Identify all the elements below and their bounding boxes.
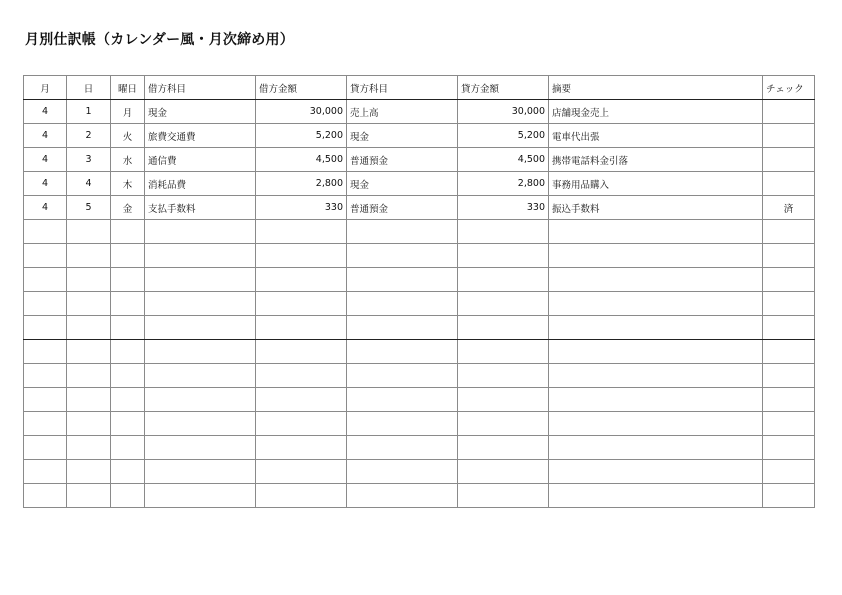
cell-debit-amount[interactable] <box>256 340 347 364</box>
cell-credit-account[interactable] <box>347 340 458 364</box>
cell-credit-amount[interactable] <box>458 340 549 364</box>
cell-day[interactable] <box>67 388 111 412</box>
cell-credit-amount[interactable]: 4,500 <box>458 148 549 172</box>
cell-debit-amount[interactable]: 330 <box>256 196 347 220</box>
cell-debit-account[interactable] <box>145 436 256 460</box>
cell-memo[interactable] <box>549 436 763 460</box>
cell-day[interactable]: 1 <box>67 100 111 124</box>
cell-memo[interactable] <box>549 292 763 316</box>
cell-credit-account[interactable]: 普通預金 <box>347 148 458 172</box>
header-row <box>24 76 815 100</box>
cell-memo[interactable]: 事務用品購入 <box>549 172 763 196</box>
cell-month[interactable]: 4 <box>24 124 67 148</box>
cell-check[interactable] <box>763 268 815 292</box>
cell-memo[interactable] <box>549 484 763 508</box>
cell-check[interactable] <box>763 100 815 124</box>
cell-credit-amount[interactable] <box>458 220 549 244</box>
table-row-empty <box>24 244 815 268</box>
cell-month[interactable] <box>24 244 67 268</box>
cell-check[interactable] <box>763 220 815 244</box>
cell-debit-account[interactable] <box>145 340 256 364</box>
cell-credit-amount[interactable] <box>458 364 549 388</box>
cell-credit-account[interactable] <box>347 388 458 412</box>
cell-debit-amount[interactable]: 30,000 <box>256 100 347 124</box>
cell-weekday[interactable]: 金 <box>111 196 145 220</box>
cell-day[interactable] <box>67 244 111 268</box>
cell-debit-amount[interactable] <box>256 388 347 412</box>
table-row <box>24 124 815 148</box>
header-weekday: 曜日 <box>111 76 145 100</box>
cell-month[interactable] <box>24 388 67 412</box>
cell-check[interactable] <box>763 340 815 364</box>
cell-check[interactable] <box>763 316 815 340</box>
cell-credit-account[interactable]: 現金 <box>347 172 458 196</box>
table-row <box>24 148 815 172</box>
cell-debit-account[interactable] <box>145 460 256 484</box>
cell-weekday[interactable] <box>111 268 145 292</box>
cell-month[interactable] <box>24 268 67 292</box>
cell-memo[interactable] <box>549 364 763 388</box>
cell-check[interactable] <box>763 436 815 460</box>
cell-credit-amount[interactable] <box>458 268 549 292</box>
table-row-empty <box>24 436 815 460</box>
cell-weekday[interactable] <box>111 436 145 460</box>
cell-check[interactable] <box>763 292 815 316</box>
cell-credit-account[interactable] <box>347 412 458 436</box>
cell-weekday[interactable] <box>111 220 145 244</box>
cell-debit-account[interactable]: 旅費交通費 <box>145 124 256 148</box>
cell-debit-amount[interactable]: 5,200 <box>256 124 347 148</box>
cell-credit-account[interactable] <box>347 316 458 340</box>
cell-weekday[interactable] <box>111 388 145 412</box>
cell-credit-account[interactable]: 普通預金 <box>347 196 458 220</box>
table-row-empty <box>24 460 815 484</box>
cell-weekday[interactable] <box>111 340 145 364</box>
cell-credit-amount[interactable] <box>458 316 549 340</box>
cell-weekday[interactable]: 火 <box>111 124 145 148</box>
cell-credit-account[interactable] <box>347 460 458 484</box>
cell-debit-account[interactable] <box>145 364 256 388</box>
cell-check[interactable] <box>763 388 815 412</box>
cell-debit-amount[interactable] <box>256 292 347 316</box>
cell-weekday[interactable]: 水 <box>111 148 145 172</box>
cell-memo[interactable] <box>549 268 763 292</box>
cell-memo[interactable]: 携帯電話料金引落 <box>549 148 763 172</box>
table-row <box>24 100 815 124</box>
cell-credit-account[interactable] <box>347 484 458 508</box>
cell-debit-amount[interactable] <box>256 412 347 436</box>
cell-credit-amount[interactable] <box>458 244 549 268</box>
table-row <box>24 196 815 220</box>
header-day: 日 <box>67 76 111 100</box>
cell-month[interactable] <box>24 484 67 508</box>
cell-day[interactable] <box>67 484 111 508</box>
cell-day[interactable]: 4 <box>67 172 111 196</box>
cell-debit-amount[interactable] <box>256 484 347 508</box>
table-row-empty <box>24 340 815 364</box>
table-row-empty <box>24 484 815 508</box>
cell-month[interactable]: 4 <box>24 100 67 124</box>
cell-day[interactable] <box>67 340 111 364</box>
table-row <box>24 172 815 196</box>
cell-check[interactable] <box>763 460 815 484</box>
cell-weekday[interactable] <box>111 364 145 388</box>
cell-weekday[interactable] <box>111 460 145 484</box>
cell-day[interactable] <box>67 268 111 292</box>
table-row-empty <box>24 316 815 340</box>
cell-memo[interactable] <box>549 412 763 436</box>
header-memo: 摘要 <box>549 76 763 100</box>
cell-credit-amount[interactable]: 2,800 <box>458 172 549 196</box>
cell-debit-account[interactable] <box>145 268 256 292</box>
journal-body <box>24 100 815 508</box>
table-row-empty <box>24 412 815 436</box>
cell-month[interactable]: 4 <box>24 148 67 172</box>
cell-month[interactable] <box>24 340 67 364</box>
cell-check[interactable] <box>763 172 815 196</box>
cell-check[interactable] <box>763 364 815 388</box>
cell-credit-amount[interactable] <box>458 484 549 508</box>
cell-day[interactable] <box>67 364 111 388</box>
cell-check[interactable] <box>763 148 815 172</box>
table-row-empty <box>24 268 815 292</box>
cell-memo[interactable]: 電車代出張 <box>549 124 763 148</box>
cell-month[interactable] <box>24 292 67 316</box>
cell-weekday[interactable] <box>111 484 145 508</box>
cell-weekday[interactable] <box>111 412 145 436</box>
header-check: チェック <box>763 76 815 100</box>
cell-day[interactable] <box>67 316 111 340</box>
table-row-empty <box>24 388 815 412</box>
cell-debit-amount[interactable]: 2,800 <box>256 172 347 196</box>
cell-month[interactable] <box>24 460 67 484</box>
cell-day[interactable]: 3 <box>67 148 111 172</box>
cell-month[interactable]: 4 <box>24 172 67 196</box>
cell-check[interactable] <box>763 412 815 436</box>
cell-credit-amount[interactable] <box>458 292 549 316</box>
cell-memo[interactable] <box>549 220 763 244</box>
cell-day[interactable]: 2 <box>67 124 111 148</box>
cell-month[interactable] <box>24 436 67 460</box>
cell-memo[interactable] <box>549 316 763 340</box>
table-row-empty <box>24 220 815 244</box>
table-row-empty <box>24 292 815 316</box>
header-credit-amount: 貸方金額 <box>458 76 549 100</box>
cell-debit-account[interactable] <box>145 388 256 412</box>
cell-debit-account[interactable]: 通信費 <box>145 148 256 172</box>
cell-memo[interactable] <box>549 340 763 364</box>
cell-memo[interactable]: 店舗現金売上 <box>549 100 763 124</box>
cell-check[interactable]: 済 <box>763 196 815 220</box>
cell-credit-amount[interactable] <box>458 460 549 484</box>
cell-credit-account[interactable] <box>347 436 458 460</box>
cell-weekday[interactable] <box>111 316 145 340</box>
cell-credit-account[interactable] <box>347 268 458 292</box>
header-credit-account: 貸方科目 <box>347 76 458 100</box>
cell-weekday[interactable] <box>111 244 145 268</box>
cell-day[interactable] <box>67 436 111 460</box>
page-title: 月別仕訳帳（カレンダー風・月次締め用） <box>25 32 294 48</box>
journal-table <box>23 75 815 508</box>
cell-day[interactable]: 5 <box>67 196 111 220</box>
header-month: 月 <box>24 76 67 100</box>
cell-debit-account[interactable]: 現金 <box>145 100 256 124</box>
cell-debit-amount[interactable] <box>256 244 347 268</box>
cell-debit-account[interactable]: 支払手数料 <box>145 196 256 220</box>
cell-debit-account[interactable] <box>145 316 256 340</box>
cell-weekday[interactable]: 月 <box>111 100 145 124</box>
cell-credit-amount[interactable] <box>458 412 549 436</box>
cell-weekday[interactable]: 木 <box>111 172 145 196</box>
cell-debit-account[interactable] <box>145 292 256 316</box>
header-debit-amount: 借方金額 <box>256 76 347 100</box>
cell-month[interactable] <box>24 412 67 436</box>
cell-day[interactable] <box>67 460 111 484</box>
cell-debit-amount[interactable]: 4,500 <box>256 148 347 172</box>
cell-credit-account[interactable] <box>347 244 458 268</box>
cell-credit-amount[interactable] <box>458 436 549 460</box>
cell-debit-account[interactable] <box>145 412 256 436</box>
cell-debit-account[interactable]: 消耗品費 <box>145 172 256 196</box>
cell-memo[interactable] <box>549 388 763 412</box>
table-row-empty <box>24 364 815 388</box>
cell-debit-account[interactable] <box>145 484 256 508</box>
cell-debit-amount[interactable] <box>256 220 347 244</box>
cell-debit-account[interactable] <box>145 220 256 244</box>
cell-debit-amount[interactable] <box>256 316 347 340</box>
cell-day[interactable] <box>67 292 111 316</box>
cell-day[interactable] <box>67 220 111 244</box>
cell-debit-amount[interactable] <box>256 364 347 388</box>
cell-memo[interactable]: 振込手数料 <box>549 196 763 220</box>
cell-check[interactable] <box>763 124 815 148</box>
cell-month[interactable] <box>24 364 67 388</box>
cell-credit-account[interactable]: 売上高 <box>347 100 458 124</box>
cell-credit-account[interactable] <box>347 364 458 388</box>
cell-month[interactable] <box>24 220 67 244</box>
cell-debit-amount[interactable] <box>256 460 347 484</box>
cell-debit-amount[interactable] <box>256 436 347 460</box>
cell-check[interactable] <box>763 484 815 508</box>
cell-credit-account[interactable] <box>347 220 458 244</box>
cell-credit-amount[interactable]: 30,000 <box>458 100 549 124</box>
cell-day[interactable] <box>67 412 111 436</box>
cell-credit-account[interactable] <box>347 292 458 316</box>
cell-memo[interactable] <box>549 244 763 268</box>
cell-credit-amount[interactable] <box>458 388 549 412</box>
cell-debit-account[interactable] <box>145 244 256 268</box>
cell-month[interactable] <box>24 316 67 340</box>
header-debit-account: 借方科目 <box>145 76 256 100</box>
cell-debit-amount[interactable] <box>256 268 347 292</box>
cell-memo[interactable] <box>549 460 763 484</box>
cell-credit-account[interactable]: 現金 <box>347 124 458 148</box>
cell-credit-amount[interactable]: 5,200 <box>458 124 549 148</box>
cell-credit-amount[interactable]: 330 <box>458 196 549 220</box>
cell-month[interactable]: 4 <box>24 196 67 220</box>
cell-check[interactable] <box>763 244 815 268</box>
cell-weekday[interactable] <box>111 292 145 316</box>
